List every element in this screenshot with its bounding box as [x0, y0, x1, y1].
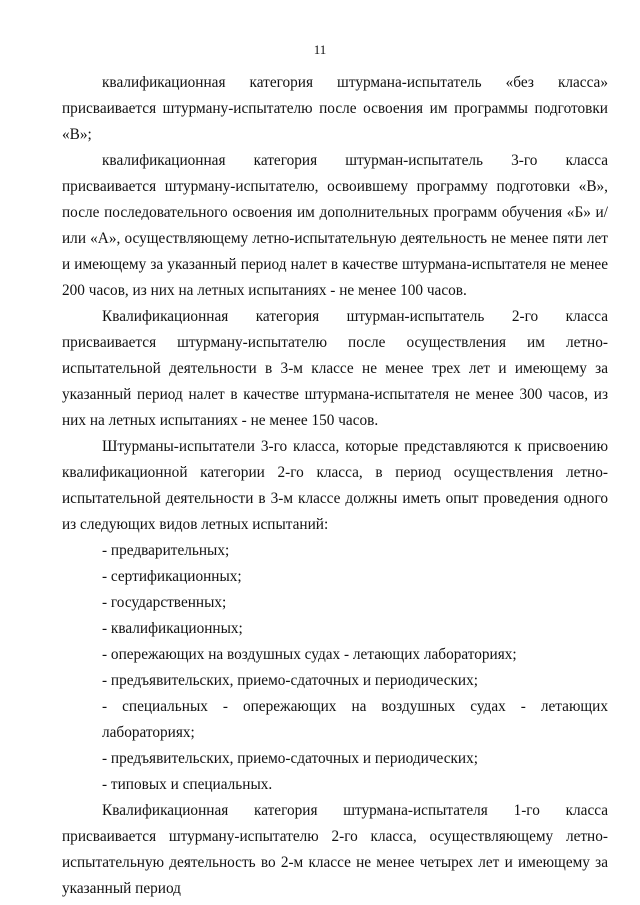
flight-test-types-list: [62, 538, 608, 798]
paragraph-test-experience: Штурманы-испытатели 3-го класса, которые представляются к присвоению квалификационной категории 2-го класса, в период осуществления летно-испытательной деятельности в 3-м классе должны иметь опыт проведения одного из следующих видов летных испытаний:: [62, 438, 608, 533]
page-number: 11: [313, 42, 327, 57]
list-item: - предварительных;: [102, 542, 230, 559]
list-item: - предъявительских, приемо-сдаточных и периодических;: [102, 672, 478, 689]
paragraph-navigator-class-1: Квалификационная категория штурмана-испытателя 1-го класса присваивается штурману-испытателю 2-го класса, осуществляющему летно-испытательную деятельность во 2-м классе не менее четырех лет и имеющему за указанный период: [62, 802, 608, 897]
paragraph-navigator-no-class: квалификационная категория штурмана-испытатель «без класса» присваивается штурману-испытателю после освоения им программы подготовки «В»;: [62, 74, 608, 143]
list-item: - государственных;: [102, 594, 227, 611]
list-item: - квалификационных;: [102, 620, 243, 637]
list-item: - предъявительских, приемо-сдаточных и периодических;: [102, 750, 478, 767]
paragraph-navigator-class-3: квалификационная категория штурман-испытатель 3-го класса присваивается штурману-испытателю, освоившему программу подготовки «В», после последовательного освоения им дополнительных программ обучения «Б» и/или «А», осуществляющему летно-испытательную деятельность не менее пяти лет и имеющему за указанный период налет в качестве штурмана-испытателя не менее 200 часов, из них на летных испытаниях - не менее 100 часов.: [62, 152, 608, 299]
paragraph-navigator-class-2: Квалификационная категория штурман-испытатель 2-го класса присваивается штурману-испытателю после осуществления им летно-испытательной деятельности в 3-м классе не менее трех лет и имеющему за указанный период налет в качестве штурмана-испытателя не менее 300 часов, из них на летных испытаниях - не менее 150 часов.: [62, 308, 608, 429]
document-body: [62, 70, 608, 902]
list-item: - опережающих на воздушных судах - летающих лабораториях;: [102, 646, 517, 663]
list-item: - специальных - опережающих на воздушных судах - летающих лабораториях;: [102, 698, 608, 741]
list-item: - сертификационных;: [102, 568, 242, 585]
list-item: - типовых и специальных.: [102, 776, 273, 793]
